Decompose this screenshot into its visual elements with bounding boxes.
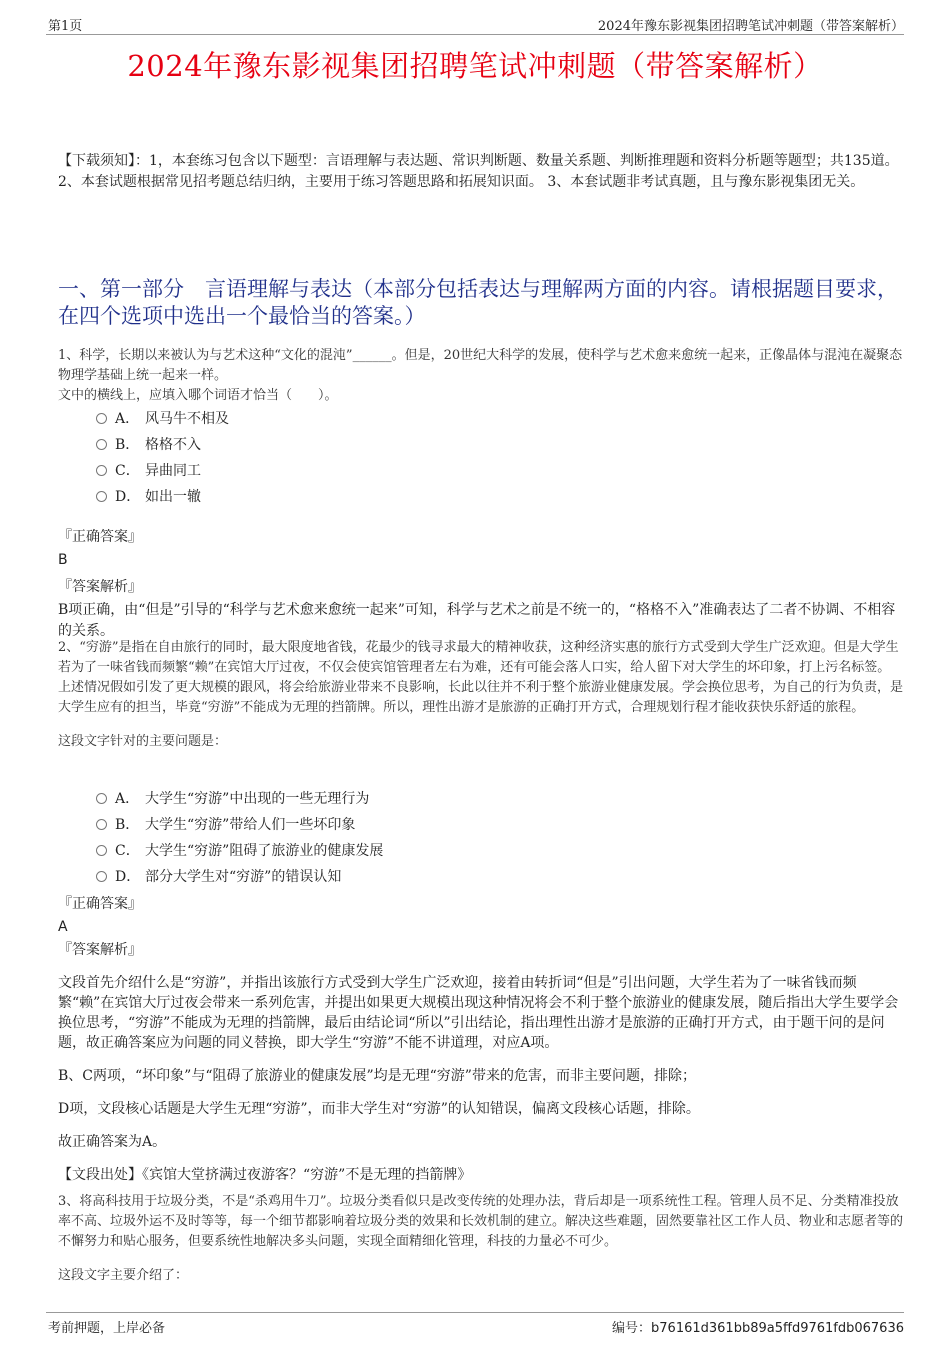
question-3-stem: 3、将高科技用于垃圾分类，不是“杀鸡用牛刀”。垃圾分类看似只是改变传统的处理办法，背后却是一项系统性工程。管理人员不足、分类精准投放率不高、垃圾外运不及时等等，每一个细节都影响着垃圾分类的效果和长效机制的建立。解决这些难题，固然要靠社区工作人员、物业和志愿者等的不懈努力和贴心服务，但要系统性地解决多头问题，实现全面精细化管理，科技的力量必不可少。	[58, 1194, 904, 1249]
correct-answer-value: B	[58, 552, 68, 568]
radio-icon[interactable]	[96, 413, 107, 424]
option-d[interactable]: D． 如出一辙	[96, 484, 229, 510]
analysis-paragraph: B、C两项，“坏印象”与“阻碍了旅游业的健康发展”均是无理“穷游”带来的危害，而非主要问题，排除；	[58, 1068, 696, 1084]
question-1-prompt: 文中的横线上，应填入哪个词语才恰当（ ）。	[58, 388, 338, 403]
question-3-prompt: 这段文字主要介绍了：	[58, 1268, 189, 1283]
radio-icon[interactable]	[96, 491, 107, 502]
analysis-text: B项正确，由“但是”引导的“科学与艺术愈来愈统一起来”可知，科学与艺术之前是不统一的，“格格不入”准确表达了二者不协调、不相容的关系。	[58, 602, 896, 639]
page-number: 第1页	[48, 19, 83, 34]
page-title: 2024年豫东影视集团招聘笔试冲刺题（带答案解析）	[127, 49, 823, 83]
option-a[interactable]: A． 大学生“穷游”中出现的一些无理行为	[96, 786, 383, 812]
download-notice: 【下载须知】：1，本套练习包含以下题型：言语理解与表达题、常识判断题、数量关系题、判断推理题和资料分析题等题型；共135道。 2、本套试题根据常见招考题总结归纳，主要用于练习答题思路和拓展知识面。 3、本套试题非考试真题，且与豫东影视集团无关。	[58, 153, 899, 190]
option-b[interactable]: B． 格格不入	[96, 432, 229, 458]
analysis-paragraph: 故正确答案为A。	[58, 1134, 167, 1150]
analysis-paragraph: 文段首先介绍什么是“穷游”，并指出该旅行方式受到大学生广泛欢迎，接着由转折词“但是”引出问题，大学生若为了一味省钱而频繁“赖”在宾馆大厅过夜会带来一系列危害，并提出如果更大规模出现这种情况将会不利于整个旅游业的健康发展，随后指出大学生要学会换位思考，“穷游”不能成为无理的挡箭牌，最后由结论词“所以”引出结论，指出理性出游才是旅游的正确打开方式，由于题干问的是问题，故正确答案应为问题的同义替换，即大学生“穷游”不能不讲道理，对应A项。	[58, 975, 899, 1051]
option-d[interactable]: D． 部分大学生对“穷游”的错误认知	[96, 864, 383, 890]
question-1-stem: 1、科学，长期以来被认为与艺术这种“文化的混沌”______。但是，20世纪大科学的发展，使科学与艺术愈来愈统一起来，正像晶体与混沌在凝聚态物理学基础上统一起来一样。	[58, 348, 903, 383]
question-1-options	[96, 406, 229, 510]
option-c[interactable]: C． 异曲同工	[96, 458, 229, 484]
source-citation: 【文段出处】《宾馆大堂挤满过夜游客？“穷游”不是无理的挡箭牌》	[58, 1167, 472, 1183]
radio-icon[interactable]	[96, 871, 107, 882]
page-footer	[46, 1312, 904, 1337]
radio-icon[interactable]	[96, 465, 107, 476]
question-1-answer-block	[58, 527, 903, 642]
document-code: 编号：b76161d361bb89a5ffd9761fdb067636	[612, 1321, 904, 1336]
question-2-stem: 2、“穷游”是指在自由旅行的同时，最大限度地省钱，花最少的钱寻求最大的精神收获，这种经济实惠的旅行方式受到大学生广泛欢迎。但是大学生若为了一味省钱而频繁“赖”在宾馆大厅过夜，不仅会使宾馆管理者左右为难，还有可能会落人口实，给人留下对大学生的坏印象，打上污名标签。上述情况假如引发了更大规模的跟风，将会给旅游业带来不良影响，长此以往并不利于整个旅游业健康发展。学会换位思考，为自己的行为负责，是大学生应有的担当，毕竟“穷游”不能成为无理的挡箭牌。所以，理性出游才是旅游的正确打开方式，合理规划行程才能收获快乐舒适的旅程。	[58, 640, 904, 715]
option-c[interactable]: C． 大学生“穷游”阻碍了旅游业的健康发展	[96, 838, 383, 864]
analysis-paragraph: D项，文段核心话题是大学生无理“穷游”，而非大学生对“穷游”的认知错误，偏离文段核心话题，排除。	[58, 1101, 700, 1117]
correct-answer-label: 『正确答案』	[58, 896, 142, 912]
page-header	[46, 14, 904, 35]
footer-slogan: 考前押题，上岸必备	[48, 1321, 166, 1336]
option-b[interactable]: B． 大学生“穷游”带给人们一些坏印象	[96, 812, 383, 838]
question-1	[58, 346, 903, 406]
question-2-options	[96, 786, 383, 890]
header-doc-title: 2024年豫东影视集团招聘笔试冲刺题（带答案解析）	[597, 19, 904, 34]
analysis-label: 『答案解析』	[58, 942, 142, 958]
option-a[interactable]: A． 风马牛不相及	[96, 406, 229, 432]
analysis-label: 『答案解析』	[58, 579, 142, 595]
question-2	[58, 638, 903, 752]
correct-answer-value: A	[58, 919, 68, 935]
question-3	[58, 1192, 903, 1286]
question-2-prompt: 这段文字针对的主要问题是：	[58, 734, 228, 749]
question-2-answer-block	[58, 894, 903, 1198]
radio-icon[interactable]	[96, 439, 107, 450]
radio-icon[interactable]	[96, 845, 107, 856]
section-heading: 一、第一部分 言语理解与表达（本部分包括表达与理解两方面的内容。请根据题目要求，在四个选项中选出一个最恰当的答案。）	[58, 277, 898, 328]
correct-answer-label: 『正确答案』	[58, 529, 142, 545]
radio-icon[interactable]	[96, 793, 107, 804]
radio-icon[interactable]	[96, 819, 107, 830]
